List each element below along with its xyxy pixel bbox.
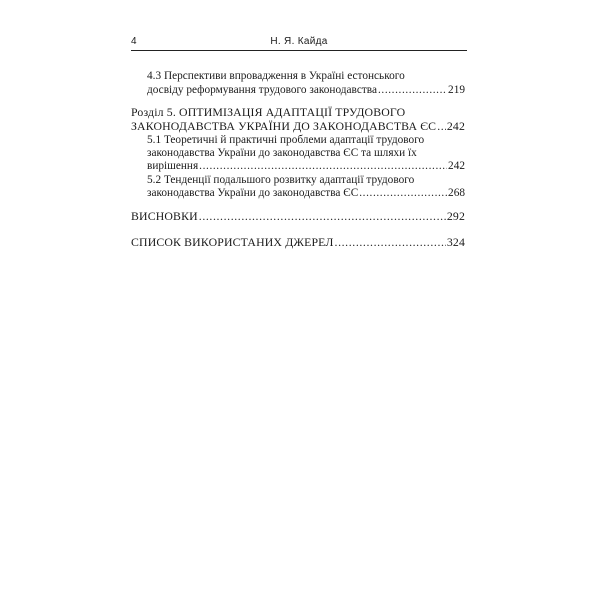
toc-item-5-1-line2: законодавства України до законодавства ЄС та шляхи їх xyxy=(147,147,417,159)
toc-conclusions-page: 292 xyxy=(446,209,465,223)
toc-item-5-2-line2: законодавства України до законодавства ЄС xyxy=(147,187,359,199)
toc-section-5-line2: ЗАКОНОДАВСТВА УКРАЇНИ ДО ЗАКОНОДАВСТВА ЄС xyxy=(131,119,437,133)
toc-item-4-3-entry[interactable] xyxy=(147,84,465,97)
toc-section-5-line1: Розділ 5. ОПТИМІЗАЦІЯ АДАПТАЦІЇ ТРУДОВОГО xyxy=(131,105,406,119)
toc-item-5-2-entry[interactable] xyxy=(147,187,465,200)
toc-item-4-3-line2: досвіду реформування трудового законодавства xyxy=(147,84,377,96)
toc-section-5-page: 242 xyxy=(446,119,465,133)
toc-item-5-2-line1: 5.2 Тенденції подальшого розвитку адаптації трудового xyxy=(147,174,415,186)
toc-leader-dots xyxy=(199,160,447,173)
toc-leader-dots xyxy=(199,210,446,223)
toc-leader-dots xyxy=(378,84,447,97)
page-header xyxy=(131,36,467,50)
toc-references-page: 324 xyxy=(446,235,465,249)
toc-leader-dots xyxy=(335,236,446,249)
toc-item-5-1-line1: 5.1 Теоретичні й практичні проблеми адаптації трудового xyxy=(147,134,425,146)
toc-leader-dots xyxy=(437,120,446,133)
page-number: 4 xyxy=(131,36,137,47)
toc-section-5-entry[interactable] xyxy=(131,120,465,133)
toc-item-5-2-page: 268 xyxy=(448,187,465,199)
header-rule xyxy=(131,50,467,51)
toc-item-4-3-line1: 4.3 Перспективи впровадження в Україні естонського xyxy=(147,70,405,82)
toc-references-label: СПИСОК ВИКОРИСТАНИХ ДЖЕРЕЛ xyxy=(131,235,334,249)
toc-leader-dots xyxy=(359,187,447,200)
toc-item-4-3-page: 219 xyxy=(448,84,465,96)
toc-item-5-1-page: 242 xyxy=(448,160,465,172)
toc-references-entry[interactable] xyxy=(131,236,465,249)
running-title: Н. Я. Кайда xyxy=(270,36,328,47)
toc-item-5-1-entry[interactable] xyxy=(147,160,465,173)
toc-item-5-1-line3: вирішення xyxy=(147,160,199,172)
toc-conclusions-label: ВИСНОВКИ xyxy=(131,209,198,223)
toc-conclusions-entry[interactable] xyxy=(131,210,465,223)
